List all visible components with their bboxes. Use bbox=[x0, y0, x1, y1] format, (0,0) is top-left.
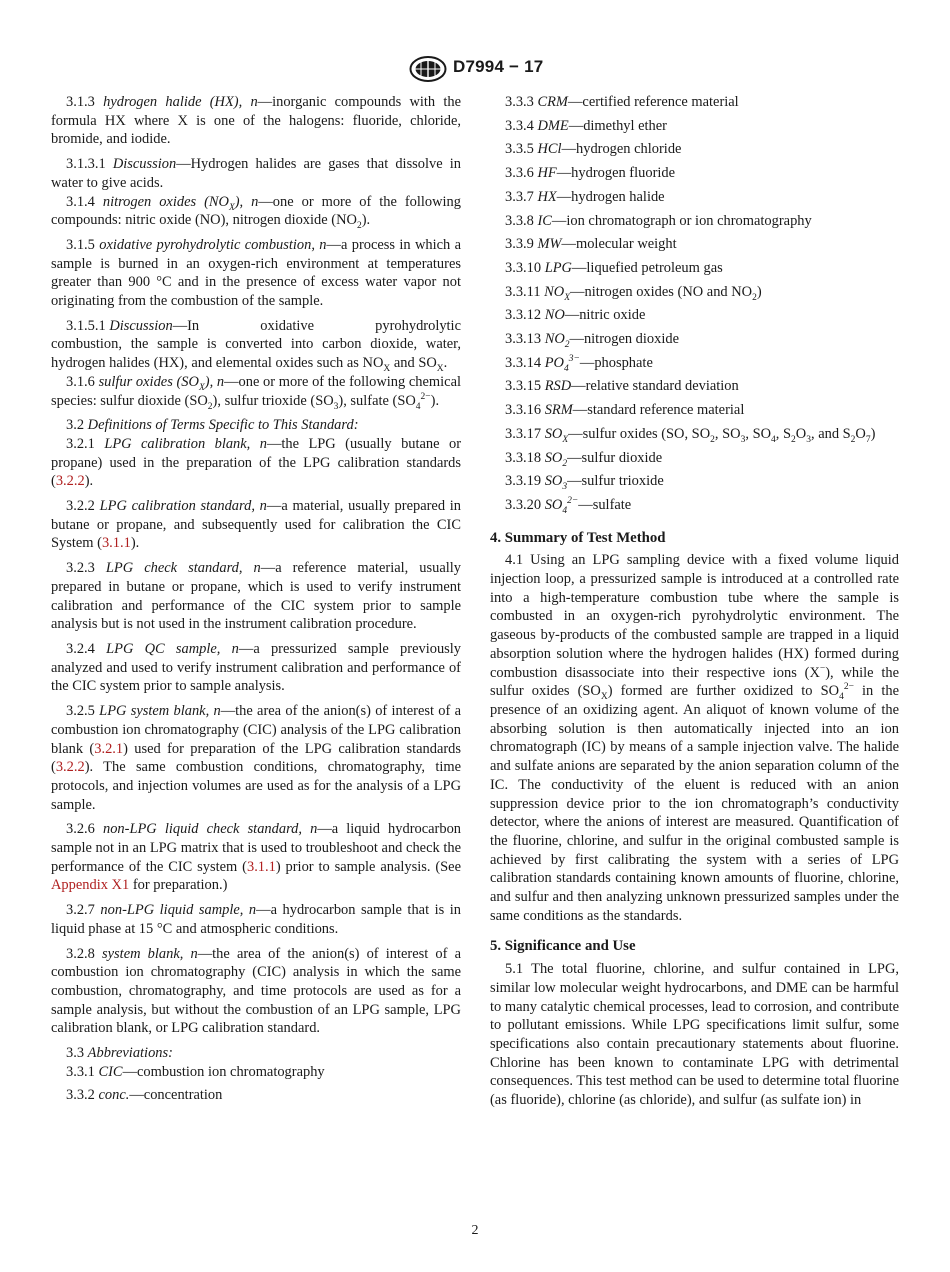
abbr-item: 3.3.4 DME—dimethyl ether bbox=[505, 117, 667, 134]
para-3-1-3: 3.1.3 hydrogen halide (HX), n—inorganic compounds with the formula HX where X is one of the halogens: fluoride, chloride, bromide, and iodide. bbox=[51, 94, 462, 148]
para-3-2-3: 3.2.3 LPG check standard, n—a reference material, usually prepared in butane or propane, which is used to verify instrument calibration and performance of the CIC system prior to sample analysis but is not used in the instrument calibration procedure. bbox=[51, 560, 461, 633]
document-id: D7994 − 17 bbox=[453, 57, 544, 76]
abbr-3-3-15: 3.3.15 RSD—relative standard deviation bbox=[505, 378, 739, 395]
para-3-1-3-1: 3.1.3.1 Discussion—Hydrogen halides are gases that dissolve in water to give acids. bbox=[51, 156, 461, 191]
para-3-1-6: 3.1.6 sulfur oxides $(SO_X)$, n—one or more of the following chemical species: sulfur dioxide $(SO_2)$, sulfur trioxide $(SO_3)$, sulfate $(SO_4^{2-})$. bbox=[51, 373, 462, 412]
abbr-3-3-2: 3.3.2 conc.—concentration bbox=[66, 1087, 223, 1104]
page-number: 2 bbox=[471, 1223, 479, 1238]
abbr-3-3-20: 3.3.20 $SO_4^{2-}—sulfate$ bbox=[505, 496, 632, 516]
abbr-3-3-12: 3.3.12 NO—nitric oxide bbox=[505, 307, 646, 324]
xref-3-2-1[interactable]: 3.2.1 bbox=[94, 740, 124, 757]
para-3-1-4: 3.1.4 nitrogen oxides $(NO_X)$, n—one or more of the following compounds: nitric oxide (NO), nitrogen dioxide $(NO_2)$. bbox=[51, 193, 461, 232]
xref-3-1-1[interactable]: 3.1.1 bbox=[101, 535, 131, 552]
abbr-item: 3.3.9 MW—molecular weight bbox=[505, 236, 677, 253]
xref-appendix-x1[interactable]: Appendix X1 bbox=[51, 877, 130, 894]
abbr-3-3-18: 3.3.18 $SO_2—sulfur$ dioxide bbox=[505, 449, 663, 469]
abbr-item: 3.3.6 HF—hydrogen fluoride bbox=[505, 165, 676, 182]
para-3-2-8: 3.2.8 system blank, n—the area of the anion(s) of interest of a combustion ion chromatography (CIC) analysis in which the same combustion, chromatography, and time protocols are used as for a sample analysis, but without the combustion of an LPG sample, LPG calibration blank, or LPG calibration standard. bbox=[51, 945, 461, 1037]
abbr-item: 3.3.3 CRM—certified reference material bbox=[505, 94, 739, 110]
abbr-item: 3.3.10 LPG—liquefied petroleum gas bbox=[505, 259, 723, 276]
xref-3-1-1[interactable]: 3.1.1 bbox=[246, 858, 276, 875]
para-3-1-5-1: 3.1.5.1 Discussion—In oxidative pyrohydrolytic combustion, the sample is converted into carbon dioxide, water, hydrogen halides (HX), and elemental oxides such as $NO_X$ and $SO_X$. bbox=[51, 317, 461, 375]
para-3-2-7: 3.2.7 non-LPG liquid sample, n—a hydrocarbon sample that is in liquid phase at 15 °C and atmospheric conditions. bbox=[51, 902, 461, 937]
para-3-1-5: 3.1.5 oxidative pyrohydrolytic combustion, n—a process in which a sample is burned in an oxygen-rich environment at temperatures greater than 900 °C and in the presence of excess water vapor not originating from the combustion of the sample. bbox=[51, 236, 461, 310]
abbr-3-3-17: 3.3.17 $SO_X—sulfur$ oxides (SO, $SO_2$, $SO_3$, $SO_4$, $S_2O_3$, and $S_2O_7$) bbox=[505, 425, 876, 445]
abbr-3-3-16: 3.3.16 SRM—standard reference material bbox=[505, 402, 745, 419]
section-5-heading: 5. Significance and Use bbox=[490, 938, 636, 955]
abbr-item: 3.3.7 HX—hydrogen halide bbox=[505, 188, 665, 205]
para-3-2-2: 3.2.2 LPG calibration standard, n—a material, usually prepared in butane or propane, and subsequently used for calibration the CIC System (3.1.1). bbox=[51, 498, 462, 552]
para-3-3: 3.3 Abbreviations: bbox=[66, 1045, 173, 1062]
abbr-item: 3.3.5 HCl—hydrogen chloride bbox=[505, 141, 682, 158]
para-3-2-6: 3.2.6 non-LPG liquid check standard, n—a liquid hydrocarbon sample not in an LPG matrix that is used to troubleshoot and check the performance of the CIC system (3.1.1) prior to sample analysis. (See Appendix X1 for preparation.) bbox=[51, 821, 462, 894]
abbr-item: 3.3.8 IC—ion chromatograph or ion chromatography bbox=[505, 212, 812, 229]
abbr-3-3-1: 3.3.1 CIC—combustion ion chromatography bbox=[66, 1063, 325, 1080]
para-3-2: 3.2 Definitions of Terms Specific to This Standard: bbox=[66, 417, 359, 434]
abbr-3-3-19: 3.3.19 $SO_3—sulfur$ trioxide bbox=[505, 473, 664, 493]
para-5-1: 5.1 The total fluorine, chlorine, and sulfur contained in LPG, similar low molecular weight hydrocarbons, and DME can be harmful to many catalytic chemical processes, lead to corrosion, and contribute to pollutant emissions. While LPG specifications limit sulfur, some specifications also contain precautionary statements about fluorine. Chlorine has been known to contaminate LPG with detrimental consequences. This test method can be used to determine total fluorine (as fluoride), chlorine (as chloride), and sulfur (as sulfate ion) in bbox=[490, 961, 899, 1109]
para-3-2-5: 3.2.5 LPG system blank, n—the area of the anion(s) of interest of a combustion ion chromatography (CIC) analysis of the LPG calibration blank (3.2.1) used for preparation of the LPG calibration standards (3.2.2). The same combustion conditions, chromatography, time protocols, and injection volumes are used as for the analysis of a LPG sample. bbox=[51, 703, 462, 813]
para-4-1: 4.1 Using an LPG sampling device with a fixed volume liquid injection loop, a pressurized sample is introduced at a controlled rate into a high-temperature combustion tube where the sample is combusted in an oxygen-rich pyrohydrolytic environment. The gaseous by-products of the combusted sample are trapped in a liquid absorption solution where the hydrogen halides (HX) formed during combustion disassociate into their respective ions (X−), while the sulfur oxides $(SO_X)$ formed are further oxidized to $SO_4^{2-}$ in the presence of an oxidizing agent. An aliquot of known volume of the absorbing solution is then automatically injected into an ion chromatograph (IC) by means of a sample injection valve. The halide and sulfate anions are separated by the anion separation column of the IC. The conductivity of the eluent is reduced with an anion suppression device prior to the ion chromatograph’s conductivity detector, where the anions of interest are measured. Quantification of the fluorine, chlorine, and sulfur in the original combusted sample is achieved by first calibrating the system with a series of LPG calibration standards containing known amounts of fluorine, chlorine, and sulfur and then analyzing unknown pressurized samples under the same conditions as the standards. bbox=[490, 552, 899, 924]
astm-logo-icon bbox=[409, 56, 447, 82]
xref-3-2-2[interactable]: 3.2.2 bbox=[55, 759, 85, 776]
left-column bbox=[51, 93, 461, 1110]
abbr-3-3-11: 3.3.11 $NO_X—nitrogen$ oxides (NO and $NO_2$) bbox=[505, 283, 762, 303]
section-4-heading: 4. Summary of Test Method bbox=[490, 529, 666, 546]
xref-3-2-2[interactable]: 3.2.2 bbox=[55, 473, 85, 490]
para-3-2-1: 3.2.1 LPG calibration blank, n—the LPG (usually butane or propane) used in the preparation of the LPG calibration standards (3.2.2). bbox=[51, 435, 462, 490]
page-header bbox=[0, 56, 950, 84]
abbreviation-list bbox=[490, 93, 899, 278]
para-3-2-4: 3.2.4 LPG QC sample, n—a pressurized sample previously analyzed and used to verify instrument calibration and performance of the CIC system prior to sample analysis. bbox=[51, 640, 462, 695]
abbr-3-3-13: 3.3.13 $NO_2—nitrogen$ dioxide bbox=[505, 331, 679, 350]
right-column bbox=[490, 93, 899, 1116]
abbr-3-3-14: 3.3.14 $PO_4^{3-}—phosphate$ bbox=[505, 353, 653, 374]
